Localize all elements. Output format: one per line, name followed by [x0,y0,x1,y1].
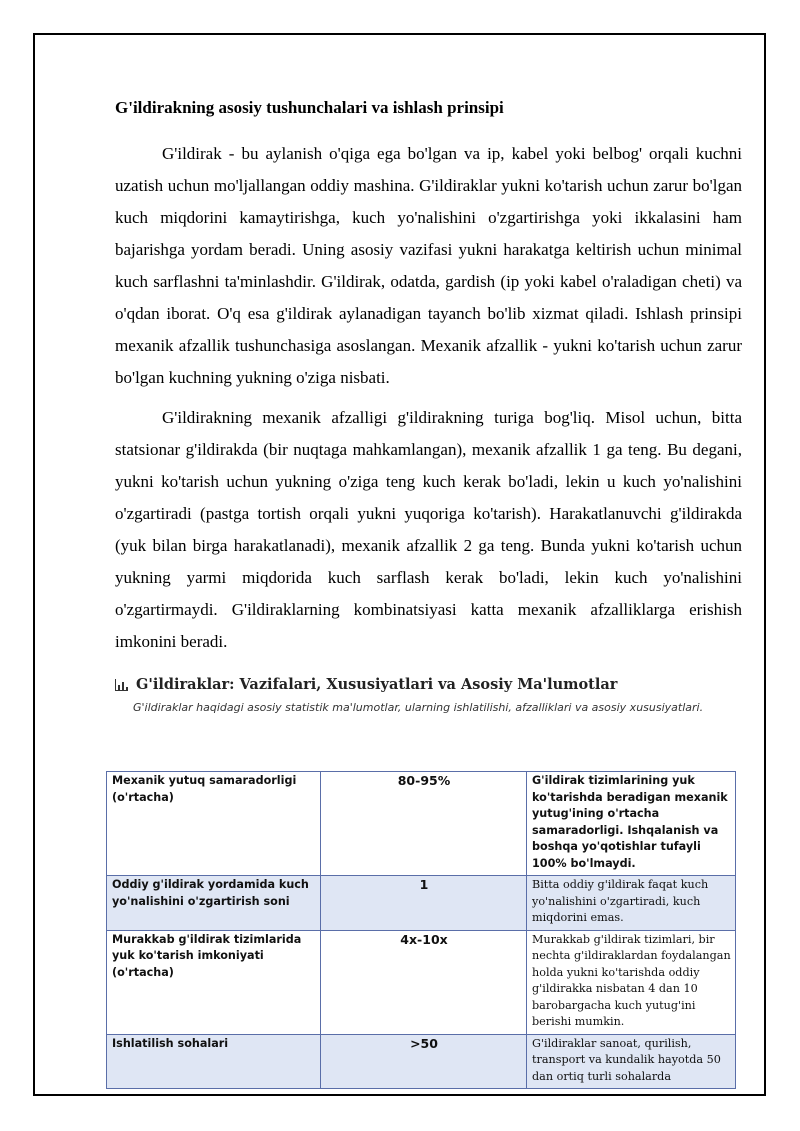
row-label: Ishlatilish sohalari [107,1034,321,1089]
table-caption: G'ildiraklar haqidagi asosiy statistik ma'lumotlar, ularning ishlatilishi, afzalliklari va asosiy xususiyatlari. [133,701,704,714]
row-description: G'ildiraklar sanoat, qurilish, transport va kundalik hayotda 50 dan ortiq turli sohalarda [527,1034,736,1089]
row-description: Murakkab g'ildirak tizimlari, bir nechta g'ildiraklardan foydalangan holda yukni ko'tarishda oddiy g'ildirakka nisbatan 4 dan 10 barobargacha kuch yutug'ini berishi mumkin. [527,930,736,1034]
bar-chart-icon [115,679,128,691]
row-label: Murakkab g'ildirak tizimlarida yuk ko'tarish imkoniyati (o'rtacha) [107,930,321,1034]
paragraph-1: G'ildirak - bu aylanish o'qiga ega bo'lgan va ip, kabel yoki belbog' orqali kuchni uzatish uchun mo'ljallangan oddiy mashina. G'ildiraklar yukni ko'tarish uchun zarur bo'lgan kuch miqdorini kamaytirishga, kuch yo'nalishini o'zgartirishga yoki ikkalasini ham bajarishga yordam beradi. Uning asosiy vazifasi yukni harakatga keltirish uchun minimal kuch sarflashni ta'minlashdir. G'ildirak, odatda, gardish (ip yoki kabel o'raladigan cheti) va o'qdan iborat. O'q esa g'ildirak aylanadigan tayanch bo'lib xizmat qiladi. Ishlash prinsipi mexanik afzallik tushunchasiga asoslangan. Mexanik afzallik - yukni ko'tarish uchun zarur bo'lgan kuchning yukning o'ziga nisbati. [115,144,742,387]
table-title [115,676,742,693]
row-label: Oddiy g'ildirak yordamida kuch yo'nalishini o'zgartirish soni [107,876,321,931]
section-heading: G'ildirakning asosiy tushunchalari va ishlash prinsipi [115,98,504,117]
row-value: 80-95% [321,772,527,876]
paragraph-2: G'ildirakning mexanik afzalligi g'ildirakning turiga bog'liq. Misol uchun, bitta statsionar g'ildirakda (bir nuqtaga mahkamlangan), mexanik afzallik 1 ga teng. Bu degani, yukni ko'tarish uchun yukning o'ziga teng kuch kerak bo'ladi, lekin u kuch yo'nalishini o'zgartiradi (pastga tortish orqali yukni yuqoriga ko'tarish). Harakatlanuvchi g'ildirakda (yuk bilan birga harakatlanadi), mexanik afzallik 2 ga teng. Bunda yukni ko'tarish uchun yukning yarmi miqdorida kuch sarflash kerak bo'ladi, lekin kuch yo'nalishini o'zgartirmaydi. G'ildiraklarning kombinatsiyasi katta mexanik afzalliklarga erishish imkonini beradi. [115,408,742,651]
row-value: 4x-10x [321,930,527,1034]
table-row [107,930,736,1034]
table-row [107,1034,736,1089]
document-body [115,98,742,721]
row-value: 1 [321,876,527,931]
data-table [106,771,736,1089]
row-description: G'ildirak tizimlarining yuk ko'tarishda beradigan mexanik yutug'ining o'rtacha samaradorligi. Ishqalanish va boshqa yo'qotishlar tufayli 100% bo'lmaydi. [527,772,736,876]
table-title-text: G'ildiraklar: Vazifalari, Xususiyatlari va Asosiy Ma'lumotlar [136,676,618,693]
row-label: Mexanik yutuq samaradorligi (o'rtacha) [107,772,321,876]
row-description: Bitta oddiy g'ildirak faqat kuch yo'nalishini o'zgartiradi, kuch miqdorini emas. [527,876,736,931]
table-row [107,772,736,876]
row-value: >50 [321,1034,527,1089]
table-row [107,876,736,931]
